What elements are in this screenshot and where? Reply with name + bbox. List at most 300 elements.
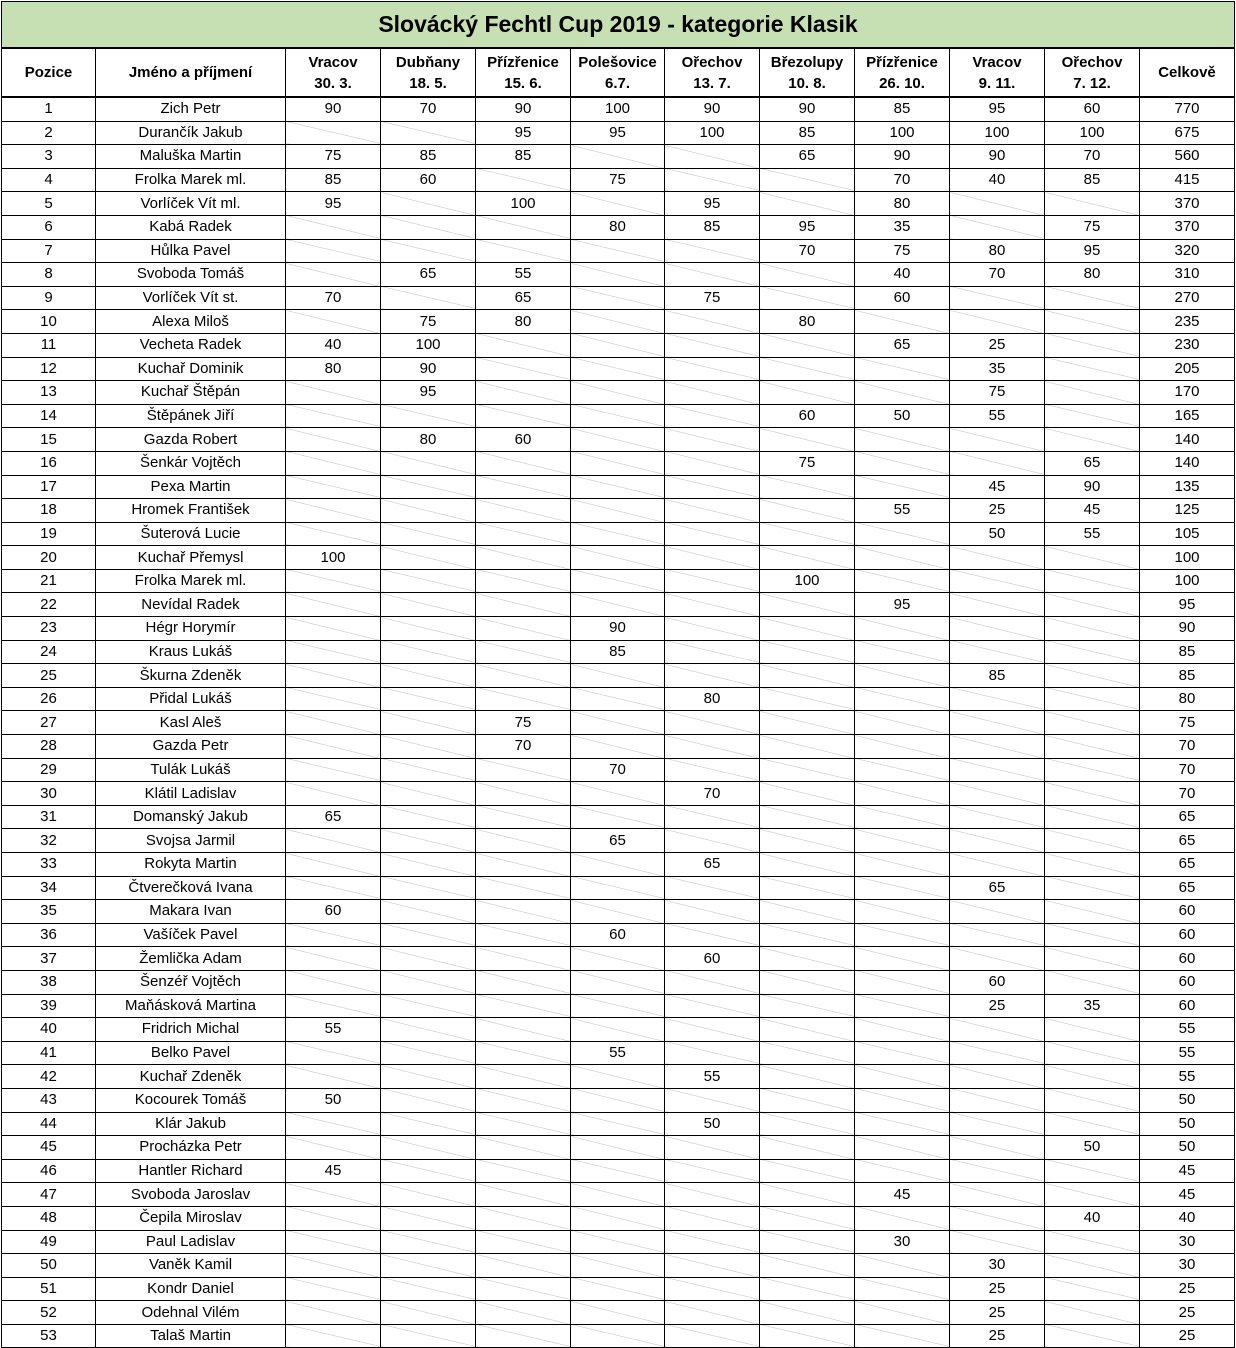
score-cell xyxy=(855,805,950,829)
table-row xyxy=(2,923,1235,947)
position-cell: 10 xyxy=(2,310,96,334)
score-cell: 85 xyxy=(1045,168,1140,192)
score-cell xyxy=(571,1065,665,1089)
score-cell xyxy=(476,499,571,523)
results-body xyxy=(2,97,1235,1348)
score-cell: 80 xyxy=(760,310,855,334)
score-cell xyxy=(1045,569,1140,593)
name-cell: Kondr Daniel xyxy=(96,1277,286,1301)
score-cell xyxy=(665,357,760,381)
score-cell xyxy=(476,1230,571,1254)
score-cell xyxy=(760,546,855,570)
score-cell xyxy=(760,1088,855,1112)
score-cell xyxy=(286,1183,381,1207)
score-cell: 85 xyxy=(286,168,381,192)
score-cell xyxy=(476,546,571,570)
table-row xyxy=(2,1041,1235,1065)
score-cell xyxy=(571,475,665,499)
score-cell xyxy=(571,711,665,735)
event-date: 15. 6. xyxy=(504,74,542,92)
score-cell xyxy=(950,1136,1045,1160)
score-cell: 60 xyxy=(286,900,381,924)
score-cell xyxy=(381,735,476,759)
score-cell xyxy=(855,381,950,405)
score-cell xyxy=(1045,1277,1140,1301)
score-cell xyxy=(571,381,665,405)
score-cell xyxy=(381,994,476,1018)
score-cell: 40 xyxy=(950,168,1045,192)
score-cell xyxy=(760,1183,855,1207)
name-cell: Kuchař Štěpán xyxy=(96,381,286,405)
name-cell: Hůlka Pavel xyxy=(96,239,286,263)
score-cell xyxy=(476,970,571,994)
position-cell: 11 xyxy=(2,333,96,357)
score-cell xyxy=(760,1159,855,1183)
score-cell xyxy=(381,1301,476,1325)
name-cell: Kuchař Přemysl xyxy=(96,546,286,570)
score-cell xyxy=(381,475,476,499)
score-cell xyxy=(381,782,476,806)
total-cell: 95 xyxy=(1140,593,1235,617)
score-cell: 85 xyxy=(950,664,1045,688)
score-cell xyxy=(571,286,665,310)
event-date: 6.7. xyxy=(604,74,631,92)
score-cell xyxy=(476,1254,571,1278)
score-cell xyxy=(286,617,381,641)
score-cell xyxy=(760,1324,855,1348)
score-cell xyxy=(665,1018,760,1042)
score-cell xyxy=(476,617,571,641)
score-cell xyxy=(1045,735,1140,759)
score-cell xyxy=(1045,1324,1140,1348)
score-cell: 25 xyxy=(950,1277,1045,1301)
score-cell xyxy=(855,1206,950,1230)
name-cell: Maňásková Martina xyxy=(96,994,286,1018)
score-cell xyxy=(381,215,476,239)
score-cell xyxy=(571,192,665,216)
score-cell xyxy=(1045,1018,1140,1042)
score-cell xyxy=(476,451,571,475)
score-cell xyxy=(381,758,476,782)
score-cell xyxy=(286,239,381,263)
total-cell: 165 xyxy=(1140,404,1235,428)
score-cell xyxy=(381,664,476,688)
score-cell xyxy=(286,829,381,853)
score-cell xyxy=(760,970,855,994)
score-cell: 65 xyxy=(950,876,1045,900)
table-row xyxy=(2,569,1235,593)
score-cell: 95 xyxy=(855,593,950,617)
score-cell xyxy=(855,1277,950,1301)
score-cell xyxy=(950,617,1045,641)
name-cell: Frolka Marek ml. xyxy=(96,168,286,192)
position-cell: 47 xyxy=(2,1183,96,1207)
score-cell xyxy=(855,1254,950,1278)
score-cell: 70 xyxy=(1045,145,1140,169)
total-cell: 560 xyxy=(1140,145,1235,169)
position-cell: 18 xyxy=(2,499,96,523)
total-cell: 310 xyxy=(1140,263,1235,287)
score-cell xyxy=(665,994,760,1018)
score-cell xyxy=(381,1018,476,1042)
score-cell xyxy=(665,593,760,617)
score-cell xyxy=(1045,900,1140,924)
score-cell xyxy=(950,711,1045,735)
score-cell xyxy=(855,640,950,664)
table-row xyxy=(2,876,1235,900)
score-cell: 60 xyxy=(476,428,571,452)
position-cell: 30 xyxy=(2,782,96,806)
name-cell: Nevídal Radek xyxy=(96,593,286,617)
score-cell xyxy=(1045,546,1140,570)
score-cell xyxy=(476,1065,571,1089)
total-cell: 50 xyxy=(1140,1112,1235,1136)
score-cell xyxy=(286,923,381,947)
score-cell xyxy=(476,687,571,711)
score-cell xyxy=(476,404,571,428)
header-name: Jméno a příjmení xyxy=(96,48,286,97)
score-cell xyxy=(665,1088,760,1112)
score-cell xyxy=(1045,782,1140,806)
score-cell xyxy=(476,1277,571,1301)
score-cell xyxy=(476,664,571,688)
score-cell xyxy=(476,381,571,405)
score-cell xyxy=(286,1324,381,1348)
score-cell xyxy=(855,876,950,900)
position-cell: 40 xyxy=(2,1018,96,1042)
event-place: Březolupy xyxy=(770,53,844,71)
table-row xyxy=(2,1112,1235,1136)
score-cell: 70 xyxy=(476,735,571,759)
score-cell: 85 xyxy=(571,640,665,664)
score-cell: 65 xyxy=(286,805,381,829)
score-cell xyxy=(286,1206,381,1230)
score-cell: 100 xyxy=(476,192,571,216)
score-cell xyxy=(950,829,1045,853)
header-event xyxy=(760,48,855,97)
score-cell xyxy=(476,758,571,782)
score-cell xyxy=(286,1112,381,1136)
position-cell: 8 xyxy=(2,263,96,287)
table-row xyxy=(2,1277,1235,1301)
score-cell xyxy=(855,829,950,853)
score-cell xyxy=(571,404,665,428)
score-cell xyxy=(571,569,665,593)
score-cell xyxy=(476,1136,571,1160)
score-cell xyxy=(476,569,571,593)
table-row xyxy=(2,617,1235,641)
score-cell xyxy=(760,640,855,664)
score-cell xyxy=(760,853,855,877)
score-cell xyxy=(665,970,760,994)
score-cell xyxy=(1045,805,1140,829)
position-cell: 49 xyxy=(2,1230,96,1254)
score-cell xyxy=(476,900,571,924)
total-cell: 370 xyxy=(1140,192,1235,216)
score-cell xyxy=(950,215,1045,239)
score-cell xyxy=(571,263,665,287)
total-cell: 85 xyxy=(1140,640,1235,664)
total-cell: 45 xyxy=(1140,1183,1235,1207)
event-date: 9. 11. xyxy=(978,74,1016,92)
score-cell xyxy=(760,263,855,287)
name-cell: Čepila Miroslav xyxy=(96,1206,286,1230)
score-cell xyxy=(381,617,476,641)
score-cell xyxy=(476,1324,571,1348)
score-cell xyxy=(665,1183,760,1207)
score-cell xyxy=(665,1136,760,1160)
position-cell: 41 xyxy=(2,1041,96,1065)
position-cell: 2 xyxy=(2,121,96,145)
score-cell xyxy=(950,782,1045,806)
name-cell: Přidal Lukáš xyxy=(96,687,286,711)
score-cell xyxy=(571,593,665,617)
score-cell xyxy=(1045,876,1140,900)
score-cell xyxy=(855,1041,950,1065)
score-cell xyxy=(950,640,1045,664)
score-cell: 55 xyxy=(855,499,950,523)
score-cell: 75 xyxy=(1045,215,1140,239)
total-cell: 320 xyxy=(1140,239,1235,263)
score-cell xyxy=(571,900,665,924)
score-cell xyxy=(381,1159,476,1183)
score-cell xyxy=(286,522,381,546)
score-cell xyxy=(665,664,760,688)
score-cell xyxy=(855,900,950,924)
name-cell: Vorlíček Vít st. xyxy=(96,286,286,310)
table-row xyxy=(2,428,1235,452)
score-cell xyxy=(855,522,950,546)
name-cell: Vorlíček Vít ml. xyxy=(96,192,286,216)
score-cell xyxy=(381,569,476,593)
score-cell xyxy=(286,782,381,806)
name-cell: Makara Ivan xyxy=(96,900,286,924)
score-cell xyxy=(1045,1159,1140,1183)
score-cell xyxy=(950,1159,1045,1183)
score-cell xyxy=(381,1065,476,1089)
score-cell xyxy=(760,381,855,405)
score-cell xyxy=(381,900,476,924)
score-cell: 90 xyxy=(950,145,1045,169)
table-row xyxy=(2,404,1235,428)
score-cell xyxy=(286,994,381,1018)
score-cell xyxy=(1045,1041,1140,1065)
score-cell: 50 xyxy=(1045,1136,1140,1160)
score-cell: 65 xyxy=(760,145,855,169)
position-cell: 12 xyxy=(2,357,96,381)
position-cell: 34 xyxy=(2,876,96,900)
score-cell xyxy=(855,310,950,334)
score-cell: 95 xyxy=(950,97,1045,121)
table-row xyxy=(2,970,1235,994)
score-cell xyxy=(286,451,381,475)
score-cell: 65 xyxy=(571,829,665,853)
table-row xyxy=(2,1018,1235,1042)
score-cell xyxy=(381,1324,476,1348)
score-cell xyxy=(571,1230,665,1254)
score-cell xyxy=(286,1136,381,1160)
score-cell: 100 xyxy=(1045,121,1140,145)
total-cell: 100 xyxy=(1140,569,1235,593)
score-cell: 85 xyxy=(855,97,950,121)
score-cell xyxy=(760,475,855,499)
total-cell: 65 xyxy=(1140,829,1235,853)
score-cell xyxy=(476,1301,571,1325)
score-cell: 95 xyxy=(476,121,571,145)
score-cell: 45 xyxy=(855,1183,950,1207)
score-cell xyxy=(760,593,855,617)
position-cell: 9 xyxy=(2,286,96,310)
score-cell xyxy=(760,923,855,947)
score-cell xyxy=(760,900,855,924)
score-cell: 95 xyxy=(760,215,855,239)
score-cell: 60 xyxy=(381,168,476,192)
score-cell xyxy=(381,546,476,570)
score-cell: 55 xyxy=(950,404,1045,428)
score-cell xyxy=(665,735,760,759)
score-cell xyxy=(381,1112,476,1136)
name-cell: Gazda Robert xyxy=(96,428,286,452)
table-row xyxy=(2,286,1235,310)
score-cell xyxy=(571,1277,665,1301)
table-row xyxy=(2,333,1235,357)
score-cell: 70 xyxy=(571,758,665,782)
position-cell: 44 xyxy=(2,1112,96,1136)
score-cell xyxy=(476,994,571,1018)
table-row xyxy=(2,805,1235,829)
name-cell: Kocourek Tomáš xyxy=(96,1088,286,1112)
score-cell xyxy=(950,1230,1045,1254)
header-event xyxy=(665,48,760,97)
score-cell xyxy=(950,1018,1045,1042)
position-cell: 24 xyxy=(2,640,96,664)
score-cell xyxy=(1045,1301,1140,1325)
score-cell xyxy=(476,475,571,499)
score-cell xyxy=(381,1088,476,1112)
score-cell: 100 xyxy=(571,97,665,121)
score-cell: 90 xyxy=(665,97,760,121)
table-row xyxy=(2,758,1235,782)
score-cell xyxy=(286,499,381,523)
score-cell xyxy=(760,428,855,452)
score-cell xyxy=(476,239,571,263)
position-cell: 35 xyxy=(2,900,96,924)
event-date: 18. 5. xyxy=(409,74,447,92)
score-cell xyxy=(760,1112,855,1136)
position-cell: 14 xyxy=(2,404,96,428)
score-cell xyxy=(381,1183,476,1207)
table-row xyxy=(2,1254,1235,1278)
score-cell: 90 xyxy=(381,357,476,381)
score-cell: 95 xyxy=(1045,239,1140,263)
table-row xyxy=(2,475,1235,499)
score-cell: 85 xyxy=(381,145,476,169)
score-cell xyxy=(665,1301,760,1325)
total-cell: 100 xyxy=(1140,546,1235,570)
score-cell: 100 xyxy=(950,121,1045,145)
position-cell: 17 xyxy=(2,475,96,499)
score-cell xyxy=(950,1112,1045,1136)
score-cell: 40 xyxy=(1045,1206,1140,1230)
position-cell: 52 xyxy=(2,1301,96,1325)
name-cell: Klátil Ladislav xyxy=(96,782,286,806)
score-cell xyxy=(1045,711,1140,735)
score-cell xyxy=(855,947,950,971)
position-cell: 51 xyxy=(2,1277,96,1301)
score-cell xyxy=(571,546,665,570)
score-cell xyxy=(571,428,665,452)
score-cell xyxy=(950,1065,1045,1089)
score-cell xyxy=(381,1041,476,1065)
name-cell: Vaněk Kamil xyxy=(96,1254,286,1278)
total-cell: 370 xyxy=(1140,215,1235,239)
score-cell xyxy=(571,970,665,994)
total-cell: 60 xyxy=(1140,947,1235,971)
score-cell xyxy=(1045,1230,1140,1254)
total-cell: 25 xyxy=(1140,1277,1235,1301)
table-row xyxy=(2,1230,1235,1254)
score-cell xyxy=(1045,310,1140,334)
score-cell xyxy=(950,735,1045,759)
name-cell: Paul Ladislav xyxy=(96,1230,286,1254)
score-cell xyxy=(665,404,760,428)
table-row xyxy=(2,499,1235,523)
total-cell: 105 xyxy=(1140,522,1235,546)
event-date: 26. 10. xyxy=(879,74,925,92)
total-cell: 235 xyxy=(1140,310,1235,334)
score-cell xyxy=(950,569,1045,593)
score-cell xyxy=(950,192,1045,216)
score-cell xyxy=(571,522,665,546)
score-cell xyxy=(760,1277,855,1301)
score-cell: 25 xyxy=(950,1324,1045,1348)
header-event xyxy=(381,48,476,97)
score-cell xyxy=(950,853,1045,877)
score-cell: 95 xyxy=(665,192,760,216)
score-cell xyxy=(571,1088,665,1112)
score-cell xyxy=(1045,923,1140,947)
name-cell: Kraus Lukáš xyxy=(96,640,286,664)
name-cell: Alexa Miloš xyxy=(96,310,286,334)
position-cell: 3 xyxy=(2,145,96,169)
sheet-title: Slovácký Fechtl Cup 2019 - kategorie Klasik xyxy=(2,2,1235,49)
score-cell xyxy=(286,1254,381,1278)
score-cell xyxy=(571,499,665,523)
score-cell xyxy=(476,1159,571,1183)
total-cell: 140 xyxy=(1140,451,1235,475)
score-cell: 75 xyxy=(760,451,855,475)
score-cell xyxy=(665,923,760,947)
name-cell: Hromek František xyxy=(96,499,286,523)
header-event xyxy=(855,48,950,97)
event-place: Ořechov xyxy=(681,53,743,71)
name-cell: Svoboda Jaroslav xyxy=(96,1183,286,1207)
score-cell xyxy=(665,1254,760,1278)
score-cell xyxy=(476,876,571,900)
score-cell: 55 xyxy=(665,1065,760,1089)
score-cell xyxy=(571,333,665,357)
score-cell xyxy=(381,1277,476,1301)
score-cell xyxy=(286,853,381,877)
score-cell xyxy=(1045,1112,1140,1136)
score-cell: 95 xyxy=(571,121,665,145)
table-row xyxy=(2,97,1235,121)
total-cell: 55 xyxy=(1140,1041,1235,1065)
name-cell: Kabá Radek xyxy=(96,215,286,239)
position-cell: 50 xyxy=(2,1254,96,1278)
score-cell: 95 xyxy=(381,381,476,405)
name-cell: Procházka Petr xyxy=(96,1136,286,1160)
